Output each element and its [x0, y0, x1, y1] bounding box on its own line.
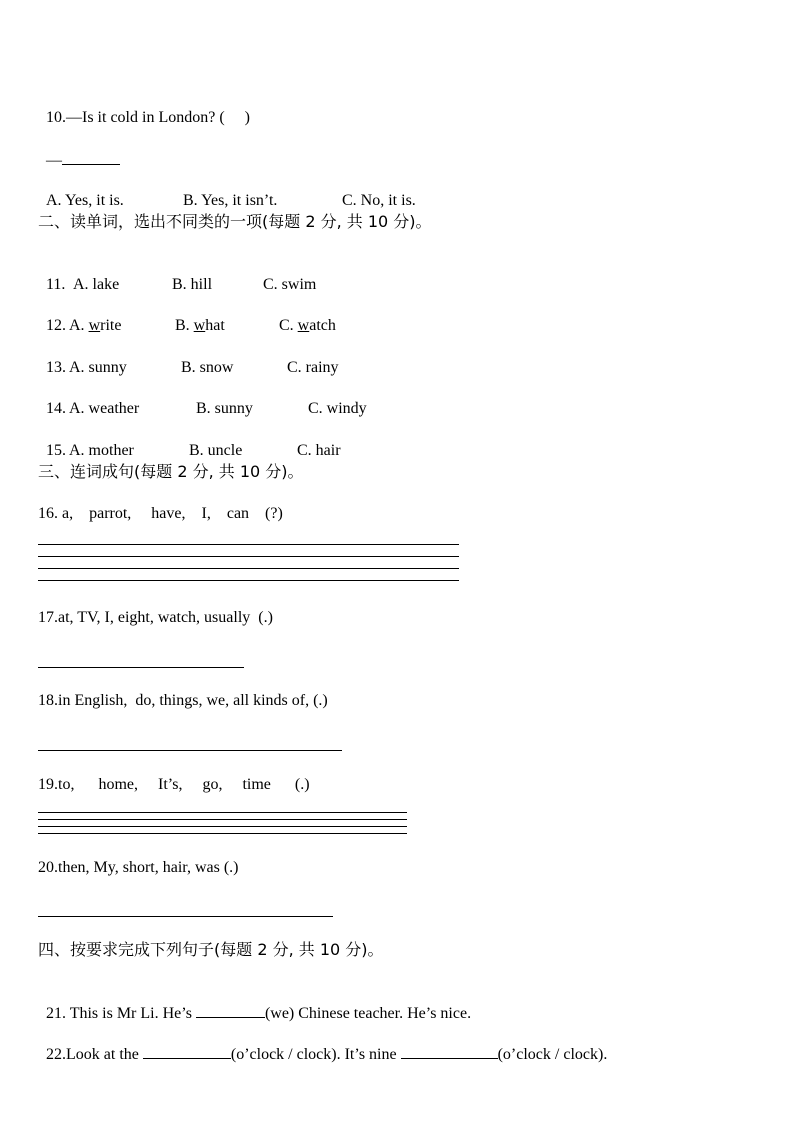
option-c: C. swim	[263, 276, 317, 293]
answer-line[interactable]	[38, 580, 459, 581]
answer-dash: —	[46, 152, 62, 169]
option-c: C. watch	[279, 317, 336, 334]
question-number: 13.	[46, 359, 66, 376]
answer-line[interactable]	[38, 750, 342, 751]
answer-blank[interactable]	[62, 150, 120, 165]
question-number: 12.	[46, 317, 66, 334]
answer-line[interactable]	[38, 568, 459, 569]
question-22-middle: (o’clock / clock). It’s nine	[230, 1046, 401, 1063]
question-21	[38, 983, 471, 1024]
option-a: A. Yes, it is.	[46, 192, 124, 209]
question-number: 11.	[46, 276, 66, 293]
question-22-suffix: (o’clock / clock).	[497, 1046, 608, 1063]
question-10-paren-close: )	[244, 109, 250, 126]
question-18: 18.in English, do, things, we, all kinds of, (.)	[38, 692, 328, 709]
answer-line[interactable]	[38, 916, 333, 917]
question-13	[38, 338, 339, 378]
answer-line[interactable]	[38, 812, 407, 813]
section-2-title: 二、读单词，选出不同类的一项(每题 2 分, 共 10 分)。	[38, 212, 432, 231]
section-3-title: 三、连词成句(每题 2 分, 共 10 分)。	[38, 462, 304, 481]
answer-blank[interactable]	[401, 1044, 498, 1059]
question-17: 17.at, TV, I, eight, watch, usually (.)	[38, 609, 273, 626]
question-number: 15.	[46, 442, 66, 459]
question-11	[38, 255, 316, 295]
option-b: B. Yes, it isn’t.	[183, 192, 278, 209]
option-a: A. write	[69, 317, 122, 334]
option-a: A. lake	[73, 276, 120, 293]
question-10-options	[38, 171, 416, 211]
section-4-title: 四、按要求完成下列句子(每题 2 分, 共 10 分)。	[38, 940, 384, 959]
question-19: 19.to, home, It’s, go, time (.)	[38, 776, 310, 793]
answer-line[interactable]	[38, 556, 459, 557]
option-a: A. sunny	[69, 359, 127, 376]
option-c: C. rainy	[287, 359, 339, 376]
answer-blank[interactable]	[143, 1044, 231, 1059]
option-b: B. sunny	[196, 400, 253, 417]
answer-line[interactable]	[38, 826, 407, 827]
option-a: A. weather	[69, 400, 140, 417]
option-c: C. No, it is.	[342, 192, 416, 209]
option-b: B. what	[175, 317, 225, 334]
answer-line[interactable]	[38, 833, 407, 834]
question-14	[38, 379, 367, 419]
option-b: B. hill	[172, 276, 213, 293]
answer-line[interactable]	[38, 819, 407, 820]
question-16: 16. a, parrot, have, I, can (?)	[38, 505, 283, 522]
question-15	[38, 421, 341, 461]
question-21-suffix: (we) Chinese teacher. He’s nice.	[264, 1005, 472, 1022]
question-10-answer-line	[38, 130, 120, 171]
question-22	[38, 1024, 607, 1065]
question-10-stem: 10.—Is it cold in London? (	[46, 109, 225, 126]
question-21-prefix: 21. This is Mr Li. He’s	[46, 1005, 196, 1022]
answer-line[interactable]	[38, 544, 459, 545]
answer-blank[interactable]	[196, 1003, 265, 1018]
question-10	[38, 88, 250, 128]
option-b: B. snow	[181, 359, 234, 376]
question-number: 14.	[46, 400, 66, 417]
option-c: C. hair	[297, 442, 341, 459]
option-b: B. uncle	[189, 442, 243, 459]
option-a: A. mother	[69, 442, 134, 459]
question-20: 20.then, My, short, hair, was (.)	[38, 859, 239, 876]
question-22-prefix: 22.Look at the	[46, 1046, 143, 1063]
option-c: C. windy	[308, 400, 367, 417]
question-12	[38, 296, 336, 336]
answer-line[interactable]	[38, 667, 244, 668]
